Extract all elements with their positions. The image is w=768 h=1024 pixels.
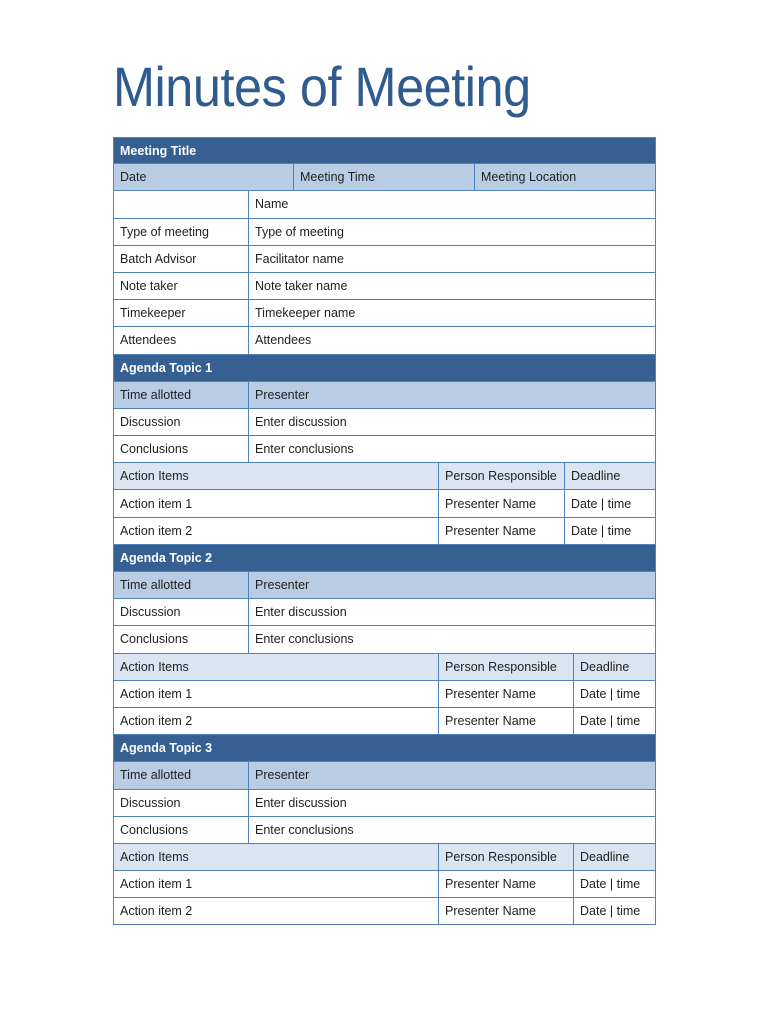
- info-row: [113, 191, 656, 218]
- discussion-row: [113, 599, 656, 626]
- discussion-row: [113, 790, 656, 817]
- presenter-cell[interactable]: Presenter: [255, 387, 310, 402]
- conclusions-row: [113, 436, 656, 463]
- info-value[interactable]: Facilitator name: [255, 251, 344, 266]
- conclusions-row: [113, 626, 656, 653]
- person-responsible-cell[interactable]: Presenter Name: [439, 518, 565, 544]
- action-item-cell[interactable]: Action item 2: [114, 708, 439, 734]
- discussion-label: Discussion: [114, 409, 249, 435]
- action-item-cell[interactable]: Action item 1: [114, 490, 439, 516]
- deadline-header: Deadline: [580, 659, 630, 674]
- info-label: Type of meeting: [114, 219, 249, 245]
- person-responsible-header: Person Responsible: [439, 463, 565, 489]
- conclusions-row: [113, 817, 656, 844]
- action-items-header: Action Items: [114, 844, 439, 870]
- info-value[interactable]: Timekeeper name: [255, 306, 356, 321]
- conclusions-value[interactable]: Enter conclusions: [255, 632, 354, 647]
- deadline-cell[interactable]: Date | time: [580, 904, 641, 919]
- action-item-cell[interactable]: Action item 1: [114, 871, 439, 897]
- person-responsible-cell[interactable]: Presenter Name: [439, 871, 574, 897]
- info-label: Timekeeper: [114, 300, 249, 326]
- action-item-row: [113, 518, 656, 545]
- deadline-header: Deadline: [580, 849, 630, 864]
- info-value[interactable]: Attendees: [255, 333, 312, 348]
- info-label: Note taker: [114, 273, 249, 299]
- action-items-header-row: [113, 463, 656, 490]
- action-item-row: [113, 871, 656, 898]
- info-row: [113, 327, 656, 354]
- page-title: Minutes of Meeting: [113, 55, 531, 118]
- discussion-row: [113, 409, 656, 436]
- info-label: [114, 191, 249, 217]
- agenda-topic-header: [113, 735, 656, 762]
- meeting-location-cell[interactable]: Meeting Location: [481, 170, 577, 185]
- action-items-header-row: [113, 844, 656, 871]
- agenda-time-row: [113, 382, 656, 409]
- meeting-title-row: [113, 137, 656, 164]
- deadline-cell[interactable]: Date | time: [571, 523, 632, 538]
- deadline-header: Deadline: [571, 469, 621, 484]
- deadline-cell[interactable]: Date | time: [580, 877, 641, 892]
- deadline-cell[interactable]: Date | time: [571, 496, 632, 511]
- agenda-topic-header: [113, 545, 656, 572]
- agenda-topic-title[interactable]: Agenda Topic 1: [120, 360, 213, 375]
- presenter-cell[interactable]: Presenter: [255, 578, 310, 593]
- agenda-topic-header: [113, 355, 656, 382]
- conclusions-value[interactable]: Enter conclusions: [255, 442, 354, 457]
- discussion-label: Discussion: [114, 599, 249, 625]
- action-item-row: [113, 898, 656, 925]
- conclusions-label: Conclusions: [114, 436, 249, 462]
- time-allotted-cell[interactable]: Time allotted: [114, 762, 249, 788]
- info-label: Batch Advisor: [114, 246, 249, 272]
- action-item-cell[interactable]: Action item 1: [114, 681, 439, 707]
- discussion-label: Discussion: [114, 790, 249, 816]
- info-value[interactable]: Note taker name: [255, 279, 348, 294]
- agenda-topic-title[interactable]: Agenda Topic 3: [120, 741, 213, 756]
- conclusions-label: Conclusions: [114, 817, 249, 843]
- agenda-time-row: [113, 572, 656, 599]
- action-item-cell[interactable]: Action item 2: [114, 518, 439, 544]
- meeting-date-cell[interactable]: Date: [114, 164, 294, 190]
- minutes-table: [113, 137, 656, 925]
- meeting-time-cell[interactable]: Meeting Time: [294, 164, 475, 190]
- presenter-cell[interactable]: Presenter: [255, 768, 310, 783]
- person-responsible-cell[interactable]: Presenter Name: [439, 898, 574, 924]
- action-items-header: Action Items: [114, 463, 439, 489]
- action-items-header: Action Items: [114, 654, 439, 680]
- person-responsible-header: Person Responsible: [439, 844, 574, 870]
- time-allotted-cell[interactable]: Time allotted: [114, 382, 249, 408]
- meeting-meta-row: [113, 164, 656, 191]
- action-item-row: [113, 681, 656, 708]
- action-item-cell[interactable]: Action item 2: [114, 898, 439, 924]
- agenda-time-row: [113, 762, 656, 789]
- conclusions-label: Conclusions: [114, 626, 249, 652]
- person-responsible-cell[interactable]: Presenter Name: [439, 681, 574, 707]
- discussion-value[interactable]: Enter discussion: [255, 605, 347, 620]
- info-row: [113, 219, 656, 246]
- discussion-value[interactable]: Enter discussion: [255, 414, 347, 429]
- meeting-title-cell[interactable]: Meeting Title: [120, 143, 197, 158]
- person-responsible-header: Person Responsible: [439, 654, 574, 680]
- conclusions-value[interactable]: Enter conclusions: [255, 822, 354, 837]
- person-responsible-cell[interactable]: Presenter Name: [439, 490, 565, 516]
- info-row: [113, 246, 656, 273]
- action-item-row: [113, 490, 656, 517]
- time-allotted-cell[interactable]: Time allotted: [114, 572, 249, 598]
- discussion-value[interactable]: Enter discussion: [255, 795, 347, 810]
- action-item-row: [113, 708, 656, 735]
- deadline-cell[interactable]: Date | time: [580, 714, 641, 729]
- person-responsible-cell[interactable]: Presenter Name: [439, 708, 574, 734]
- agenda-topic-title[interactable]: Agenda Topic 2: [120, 550, 213, 565]
- info-value[interactable]: Type of meeting: [255, 224, 344, 239]
- action-items-header-row: [113, 654, 656, 681]
- info-value[interactable]: Name: [255, 197, 289, 212]
- info-label: Attendees: [114, 327, 249, 353]
- info-row: [113, 273, 656, 300]
- deadline-cell[interactable]: Date | time: [580, 686, 641, 701]
- info-row: [113, 300, 656, 327]
